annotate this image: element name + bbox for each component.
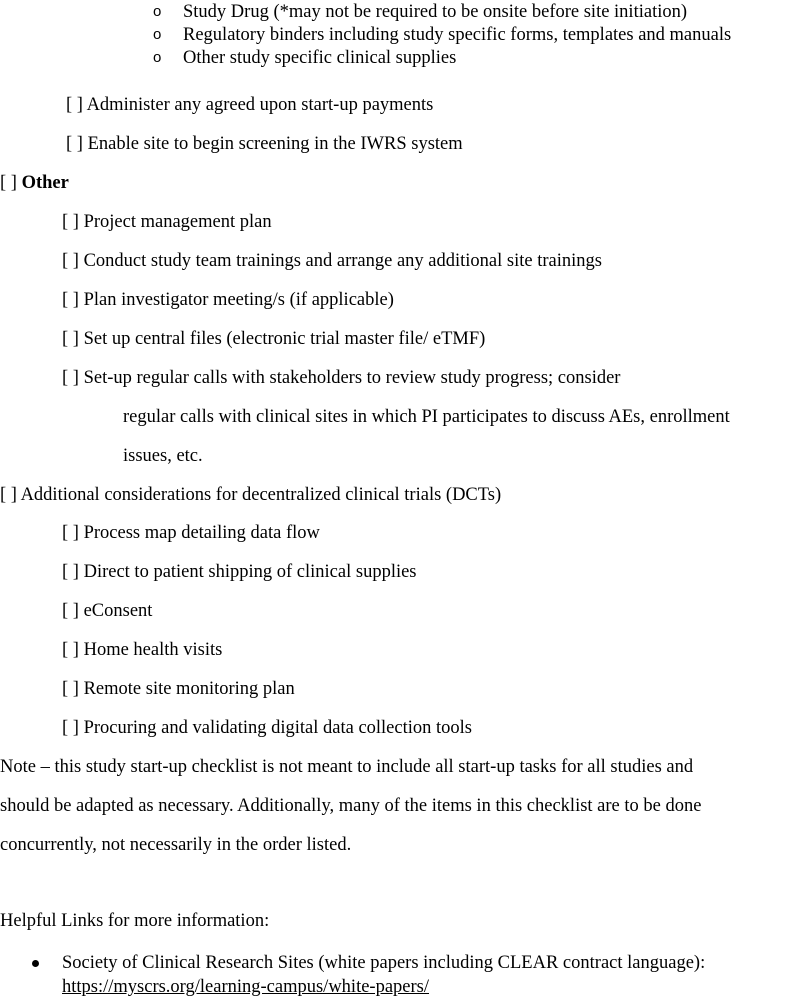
item-label: Enable site to begin screening in the IWRS system xyxy=(87,134,463,154)
note-paragraph-line: should be adapted as necessary. Additionally, many of the items in this checklist are to be done xyxy=(0,796,702,816)
supplies-item-study-drug: Study Drug (*may not be required to be onsite before site initiation) xyxy=(183,2,688,22)
checklist-item-iwrs-screening xyxy=(66,133,463,155)
scrs-white-papers-link[interactable]: https://myscrs.org/learning-campus/white-papers/ xyxy=(62,977,430,997)
sublist-marker: o xyxy=(153,26,162,43)
checkbox[interactable]: [ ] xyxy=(62,212,79,232)
checkbox[interactable]: [ ] xyxy=(62,523,79,543)
checkbox[interactable]: [ ] xyxy=(62,562,79,582)
helpful-links-heading: Helpful Links for more information: xyxy=(0,911,270,931)
checkbox[interactable]: [ ] xyxy=(0,173,17,193)
checklist-item-regular-calls xyxy=(62,367,620,389)
checkbox[interactable]: [ ] xyxy=(66,134,83,154)
section-heading-dct xyxy=(0,484,501,506)
checklist-item-process-map xyxy=(62,522,320,544)
checkbox[interactable]: [ ] xyxy=(0,485,17,505)
sublist-marker: o xyxy=(153,3,162,20)
checklist-item-startup-payments xyxy=(66,94,433,116)
checkbox[interactable]: [ ] xyxy=(62,290,79,310)
regular-calls-continuation: regular calls with clinical sites in which PI participates to discuss AEs, enrollment xyxy=(123,407,730,427)
checklist-item-investigator-meeting xyxy=(62,289,394,311)
supplies-item-regulatory-binders: Regulatory binders including study specific forms, templates and manuals xyxy=(183,25,732,45)
item-label: Project management plan xyxy=(83,212,272,232)
checkbox[interactable]: [ ] xyxy=(62,251,79,271)
item-label: Administer any agreed upon start-up payments xyxy=(86,95,434,115)
regular-calls-continuation: issues, etc. xyxy=(123,446,203,466)
checklist-item-pm-plan xyxy=(62,211,272,233)
checkbox[interactable]: [ ] xyxy=(62,679,79,699)
checklist-item-digital-tools xyxy=(62,717,472,739)
checklist-item-econsent xyxy=(62,600,152,622)
item-label: Process map detailing data flow xyxy=(83,523,320,543)
section-heading-label: Other xyxy=(21,173,69,193)
item-label: eConsent xyxy=(83,601,153,621)
checkbox[interactable]: [ ] xyxy=(62,718,79,738)
item-label: Procuring and validating digital data collection tools xyxy=(83,718,472,738)
checkbox[interactable]: [ ] xyxy=(62,640,79,660)
note-paragraph-line: concurrently, not necessarily in the order listed. xyxy=(0,835,352,855)
item-label: Plan investigator meeting/s (if applicable) xyxy=(83,290,394,310)
checklist-item-home-health xyxy=(62,639,222,661)
item-label: Set-up regular calls with stakeholders to review study progress; consider xyxy=(83,368,621,388)
checkbox[interactable]: [ ] xyxy=(62,601,79,621)
bullet-icon xyxy=(32,960,39,967)
supplies-item-other-supplies: Other study specific clinical supplies xyxy=(183,48,457,68)
checkbox[interactable]: [ ] xyxy=(62,329,79,349)
item-label: Conduct study team trainings and arrange any additional site trainings xyxy=(83,251,602,271)
item-label: Direct to patient shipping of clinical supplies xyxy=(83,562,417,582)
section-heading-label: Additional considerations for decentralized clinical trials (DCTs) xyxy=(20,485,502,505)
item-label: Remote site monitoring plan xyxy=(83,679,295,699)
checkbox[interactable]: [ ] xyxy=(62,368,79,388)
note-paragraph-line: Note – this study start-up checklist is not meant to include all start-up tasks for all studies and xyxy=(0,757,694,777)
section-heading-other xyxy=(0,172,69,194)
checklist-item-central-files xyxy=(62,328,485,350)
checklist-item-remote-monitoring xyxy=(62,678,295,700)
checklist-item-team-trainings xyxy=(62,250,602,272)
helpful-link-description: Society of Clinical Research Sites (white papers including CLEAR contract language): xyxy=(62,953,706,973)
checklist-item-direct-shipping xyxy=(62,561,417,583)
helpful-link-url-line xyxy=(62,976,429,998)
item-label: Home health visits xyxy=(83,640,223,660)
sublist-marker: o xyxy=(153,49,162,66)
item-label: Set up central files (electronic trial master file/ eTMF) xyxy=(83,329,486,349)
checkbox[interactable]: [ ] xyxy=(66,95,83,115)
